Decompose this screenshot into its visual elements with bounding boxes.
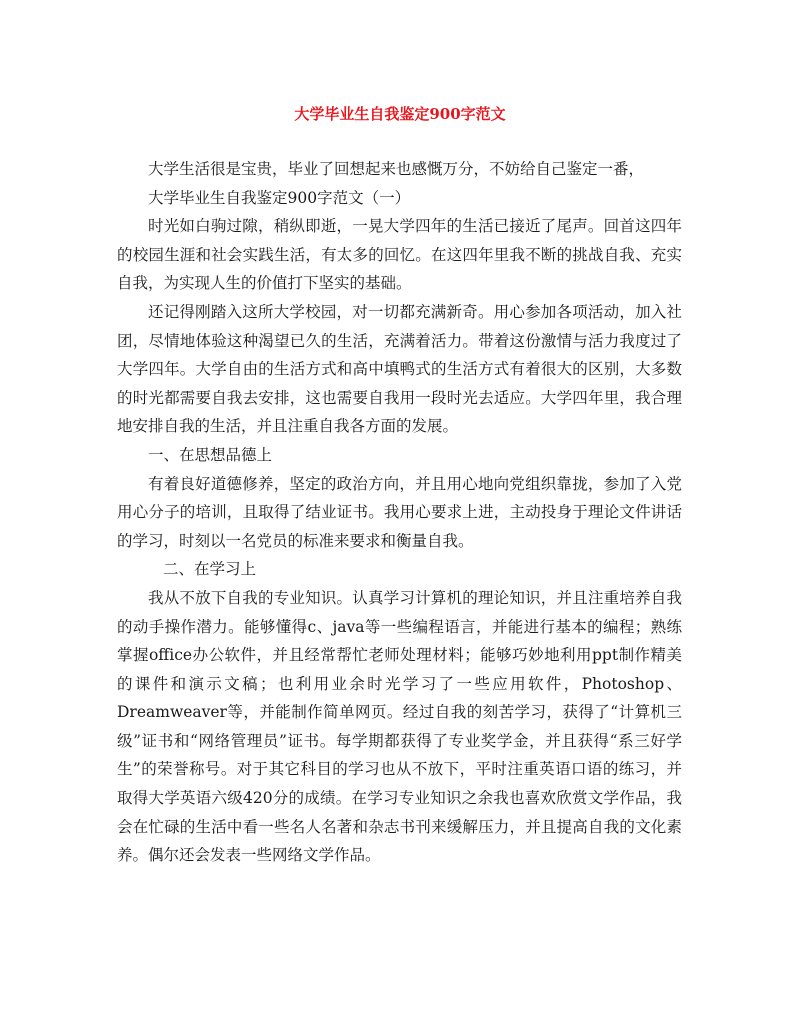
section-heading-morality: 一、在思想品德上 — [148, 445, 273, 464]
body-paragraph: 我从不放下自我的专业知识。认真学习计算机的理论知识，并且注重培养自我的动手操作潜力。能够懂得c、java等一些编程语言，并能进行基本的编程；熟练掌握office办公软件，并且经常帮忙老师处理材料；能够巧妙地利用ppt制作精美的课件和演示文稿；也利用业余时光学习了一些应用软件，Photoshop、Dreamweaver等，并能制作简单网页。经过自我的刻苦学习，获得了“计算机三级”证书和“网络管理员”证书。每学期都获得了专业奖学金，并且获得“系三好学生”的荣誉称号。对于其它科目的学习也从不放下，平时注重英语口语的练习，并取得大学英语六级420分的成绩。在学习专业知识之余我也喜欢欣赏文学作品，我会在忙碌的生活中看一些名人名著和杂志书刊来缓解压力，并且提高自我的文化素养。偶尔还会发表一些网络文学作品。 — [117, 588, 682, 865]
document-body — [117, 155, 682, 870]
body-paragraph: 时光如白驹过隙，稍纵即逝，一晃大学四年的生活已接近了尾声。回首这四年的校园生涯和社会实践生活，有太多的回忆。在这四年里我不断的挑战自我、充实自我，为实现人生的价值打下坚实的基础。 — [117, 217, 682, 293]
section-heading-study: 二、在学习上 — [163, 560, 257, 579]
body-paragraph: 还记得刚踏入这所大学校园，对一切都充满新奇。用心参加各项活动，加入社团，尽情地体验这种渴望已久的生活，充满着活力。带着这份激情与活力我度过了大学四年。大学自由的生活方式和高中填鸭式的生活方式有着很大的区别，大多数的时光都需要自我去安排，这也需要自我用一段时光去适应。大学四年里，我合理地安排自我的生活，并且注重自我各方面的发展。 — [117, 302, 682, 436]
intro-paragraph: 大学生活很是宝贵，毕业了回想起来也感慨万分，不妨给自己鉴定一番， — [148, 160, 645, 178]
section-heading-sample-one: 大学毕业生自我鉴定900字范文（一） — [148, 188, 411, 207]
document-title: 大学毕业生自我鉴定900字范文 — [294, 105, 506, 123]
body-paragraph: 有着良好道德修养，坚定的政治方向，并且用心地向党组织靠拢，参加了入党用心分子的培训，且取得了结业证书。我用心要求上进，主动投身于理论文件讲话的学习，时刻以一名党员的标准来要求和衡量自我。 — [117, 474, 682, 550]
